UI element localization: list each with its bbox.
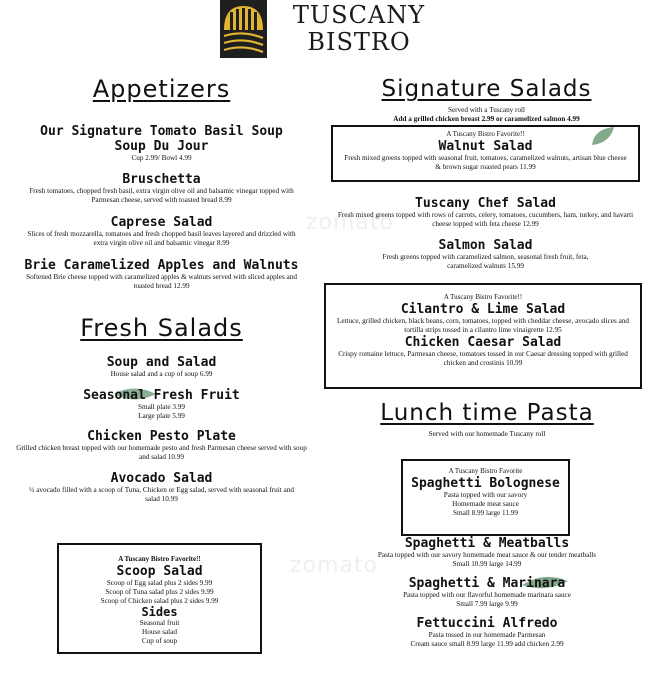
item-name: Soup and Salad: [106, 355, 217, 370]
favorite-tag: A Tuscany Bistro Favorite: [448, 467, 523, 475]
appetizers-title: Appetizers: [92, 75, 231, 103]
item-name: Avocado Salad: [110, 471, 213, 486]
item-desc: Grilled chicken breast topped with our homemade pesto and fresh Parmesan cheese served with soup and salad 10.99: [16, 444, 307, 461]
item-name: Scoop Salad: [116, 564, 203, 579]
item-name: Spaghetti Bolognese: [411, 476, 560, 491]
bolognese-box: [401, 459, 570, 536]
item-desc: Small plate 3.99: [138, 403, 185, 411]
item-name: Bruschetta: [122, 172, 201, 187]
brand-line-1: TUSCANY: [292, 1, 426, 29]
signature-salads-title: Signature Salads: [381, 76, 592, 102]
item-name: Spaghetti & Meatballs: [404, 536, 570, 551]
menu-item: [324, 576, 650, 609]
brand-name: [279, 2, 439, 56]
section-note: Served with a Tuscany roll: [447, 106, 526, 114]
menu-item: [0, 471, 323, 504]
item-desc: Pasta topped with our savory homemade meat sauce & our tender meatballs: [377, 551, 597, 559]
item-desc: Crispy romaine lettuce, Parmesan cheese, tomatoes tossed in our Caesar dressing topped with grilled chicken and crostinis 10.99: [338, 350, 628, 367]
item-name: Chicken Pesto Plate: [87, 429, 236, 444]
item-name: Our Signature Tomato Basil Soup: [40, 124, 283, 139]
item-desc: Pasta topped with our savory: [443, 491, 528, 499]
watermark-top: zomato: [306, 210, 395, 235]
lunch-pasta-section: [324, 398, 650, 439]
item-name: Soup Du Jour: [114, 139, 209, 154]
menu-item: [0, 172, 323, 205]
favorite-tag: A Tuscany Bistro Favorite!!: [443, 293, 523, 301]
item-name: Tuscany Chef Salad: [415, 196, 556, 211]
item-name: Spaghetti & Marinara: [408, 576, 566, 591]
right-column: [323, 74, 650, 124]
menu-item: [0, 124, 323, 139]
item-name: Fettuccini Alfredo: [416, 616, 558, 631]
menu-item: [0, 215, 323, 248]
item-name: Caprese Salad: [110, 215, 213, 230]
menu-item: [0, 139, 323, 163]
item-name: Brie Caramelized Apples and Walnuts: [24, 258, 299, 273]
item-desc: Lettuce, grilled chicken, black beans, corn, tomatoes, topped with cheddar cheese, avocado slices and tortilla strips tossed in a cilantro lime vinaigrette 12.95: [337, 317, 629, 334]
item-desc: Cream sauce small 8.99 large 11.99 add chicken 2.99: [410, 640, 564, 648]
walnut-salad-box: [331, 125, 640, 182]
item-desc: Fresh mixed greens topped with rows of carrots, celery, tomatoes, cucumbers, ham, turkey, and havarti cheese topped with feta cheese 12.99: [337, 211, 634, 228]
item-desc: Fresh mixed greens topped with seasonal fruit, tomatoes, caramelized walnuts, artisan blue cheese & brown sugar roasted pears 11.99: [344, 154, 627, 171]
item-desc: Softened Brie cheese topped with caramelized apples & walnuts served with sliced apples and toasted bread 12.99: [26, 273, 297, 290]
menu-item: [0, 258, 323, 291]
tuscany-logo-icon: [220, 0, 267, 58]
item-name: Chicken Caesar Salad: [404, 335, 562, 350]
section-note: Served with our homemade Tuscany roll: [428, 430, 546, 438]
menu-item: [0, 429, 323, 462]
item-desc: Small 8.99 large 11.99: [453, 509, 518, 517]
left-column: [0, 70, 323, 504]
sides-title: Sides: [141, 605, 178, 619]
menu-item: [324, 536, 650, 569]
menu-item: [0, 388, 323, 421]
item-desc: House salad and a cup of soup 6.99: [110, 370, 213, 378]
item-desc: Scoop of Egg salad plus 2 sides 9.99: [106, 579, 213, 587]
item-desc: Small 7.99 large 9.99: [456, 600, 518, 608]
item-desc: Scoop of Tuna salad plus 2 sides 9.99: [105, 588, 214, 596]
item-desc: Homemade meat sauce: [452, 500, 519, 508]
item-desc: Slices of fresh mozzarella, tomatoes and fresh chopped basil leaves layered and drizzled with extra virgin olive oil and balsamic vinegar 8.99: [27, 230, 296, 247]
item-desc: Cup 2.99/ Bowl 4.99: [131, 154, 192, 162]
item-desc: Small 10.99 large 14.99: [452, 560, 522, 568]
item-name: Walnut Salad: [438, 139, 533, 154]
item-desc: Scoop of Chicken salad plus 2 sides 9.99: [100, 597, 219, 605]
favorite-tag: A Tuscany Bistro Favorite!!: [446, 130, 525, 138]
item-desc: Fresh tomatoes, chopped fresh basil, extra virgin olive oil and balsamic vinegar topped with Parmesan cheese, served with toasted bread 8.99: [29, 187, 294, 204]
menu-item: [324, 616, 650, 649]
fresh-salads-title: Fresh Salads: [80, 314, 243, 342]
watermark-bottom: zomato: [290, 553, 379, 578]
lunch-pasta-title: Lunch time Pasta: [380, 400, 594, 426]
section-note: Add a grilled chicken breast 2.99 or caramelized salmon 4.99: [393, 115, 580, 123]
item-desc: Large plate 5.99: [138, 412, 185, 420]
item-desc: ½ avocado filled with a scoop of Tuna, Chicken or Egg salad, served with seasonal fruit and salad 10.99: [29, 486, 294, 503]
item-desc: Pasta topped with our flavorful homemade marinara sauce: [403, 591, 571, 599]
menu-item: [331, 196, 640, 229]
item-desc: Pasta tossed in our homemade Parmesan: [428, 631, 546, 639]
scoop-salad-box: [57, 543, 262, 654]
item-name: Seasonal Fresh Fruit: [83, 388, 240, 403]
side-item: Cup of soup: [141, 637, 178, 645]
brand-line-2: BISTRO: [307, 28, 411, 56]
side-item: Seasonal fruit: [139, 619, 180, 627]
pasta-list: [324, 536, 650, 649]
side-item: House salad: [142, 628, 177, 636]
item-name: Salmon Salad: [438, 238, 533, 253]
cilantro-caesar-box: [324, 283, 642, 389]
menu-item: [331, 238, 640, 271]
menu-item: [0, 355, 323, 379]
signature-salad-list: [331, 196, 640, 271]
item-name: Cilantro & Lime Salad: [400, 302, 566, 317]
item-desc: Fresh greens topped with caramelized salmon, seasonal fresh fruit, feta, caramelized walnuts 15.99: [382, 253, 589, 270]
favorite-tag: A Tuscany Bistro Favorite!!: [118, 555, 201, 563]
